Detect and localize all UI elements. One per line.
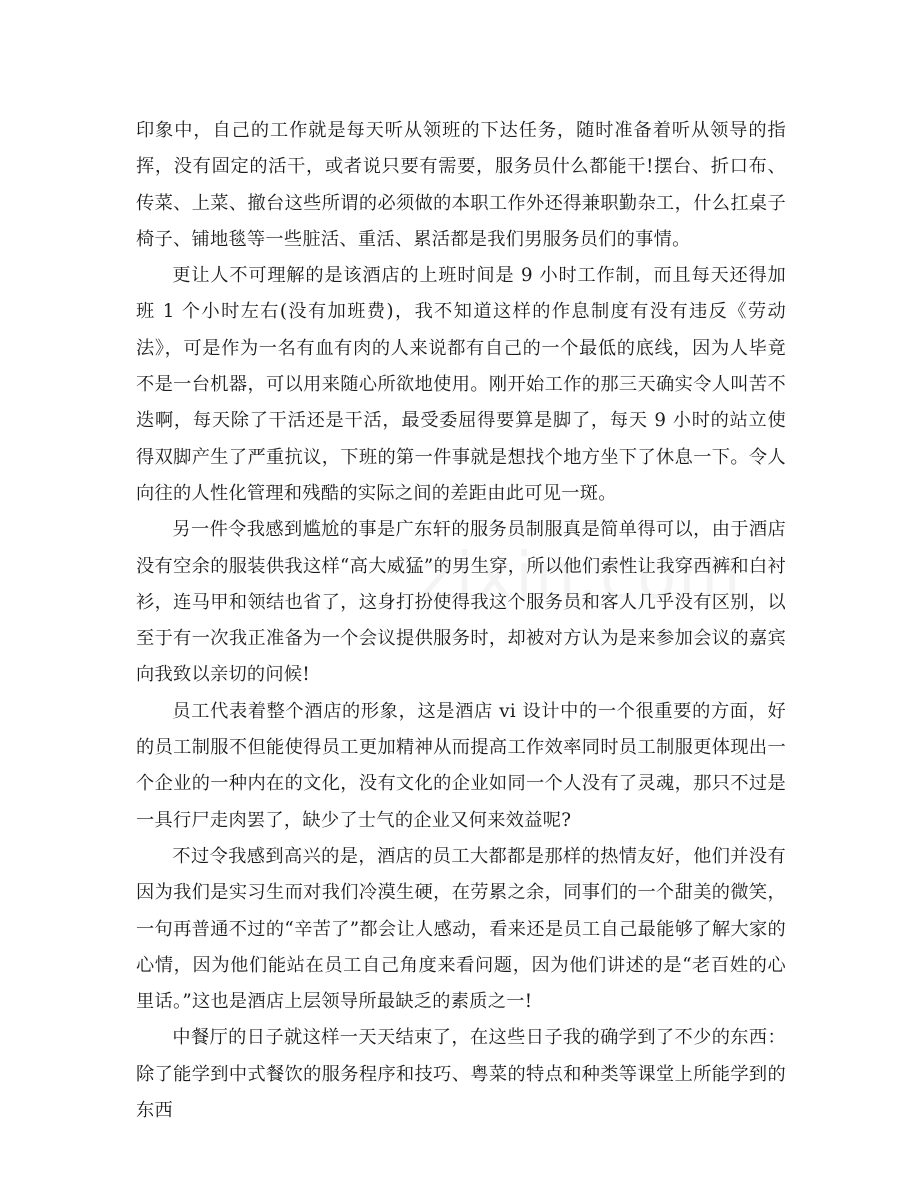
paragraph-1: 印象中，自己的工作就是每天听从领班的下达任务，随时准备着听从领导的指挥，没有固定的活干，或者说只要有需要，服务员什么都能干!摆台、折口布、传菜、上菜、撤台这些所谓的必须做的本职工作外还得兼职勤杂工，什么扛桌子椅子、铺地毯等一些脏活、重活、累活都是我们男服务员们的事情。 [136,120,786,250]
document-body [136,113,786,1129]
paragraph-5: 不过令我感到高兴的是，酒店的员工大都都是那样的热情友好，他们并没有因为我们是实习生而对我们冷漠生硬，在劳累之余，同事们的一个甜美的微笑，一句再普通不过的“辛苦了”都会让人感动，看来还是员工自己最能够了解大家的心情，因为他们能站在员工自己角度来看问题，因为他们讲述的是“老百姓的心里话。”这也是酒店上层领导所最缺乏的素质之一! [136,845,786,1013]
paragraph-4: 员工代表着整个酒店的形象，这是酒店 vi 设计中的一个很重要的方面，好的员工制服不但能使得员工更加精神从而提高工作效率同时员工制服更体现出一个企业的一种内在的文化，没有文化的企业如同一个人没有了灵魂，那只不过是一具行尸走肉罢了，缺少了士气的企业又何来效益呢? [136,700,786,831]
paragraph-2: 更让人不可理解的是该酒店的上班时间是 9 小时工作制，而且每天还得加班 1 个小时左右(没有加班费)，我不知道这样的作息制度有没有违反《劳动法》，可是作为一名有血有肉的人来说都有自己的一个最低的底线，因为人毕竟不是一台机器，可以用来随心所欲地使用。刚开始工作的那三天确实令人叫苦不迭啊，每天除了干活还是干活，最受委屈得要算是脚了，每天 9 小时的站立使得双脚产生了严重抗议，下班的第一件事就是想找个地方坐下了休息一下。令人向往的人性化管理和残酷的实际之间的差距由此可见一斑。 [136,265,786,504]
paragraph-6: 中餐厅的日子就这样一天天结束了，在这些日子我的确学到了不少的东西：除了能学到中式餐饮的服务程序和技巧、粤菜的特点和种类等课堂上所能学到的东西 [136,1027,786,1122]
paragraph-3: 另一件令我感到尴尬的事是广东轩的服务员制服真是简单得可以，由于酒店没有空余的服装供我这样“高大威猛”的男生穿，所以他们索性让我穿西裤和白衬衫，连马甲和领结也省了，这身打扮使得我这个服务员和客人几乎没有区别，以至于有一次我正准备为一个会议提供服务时，却被对方认为是来参加会议的嘉宾向我致以亲切的问候! [136,519,786,686]
